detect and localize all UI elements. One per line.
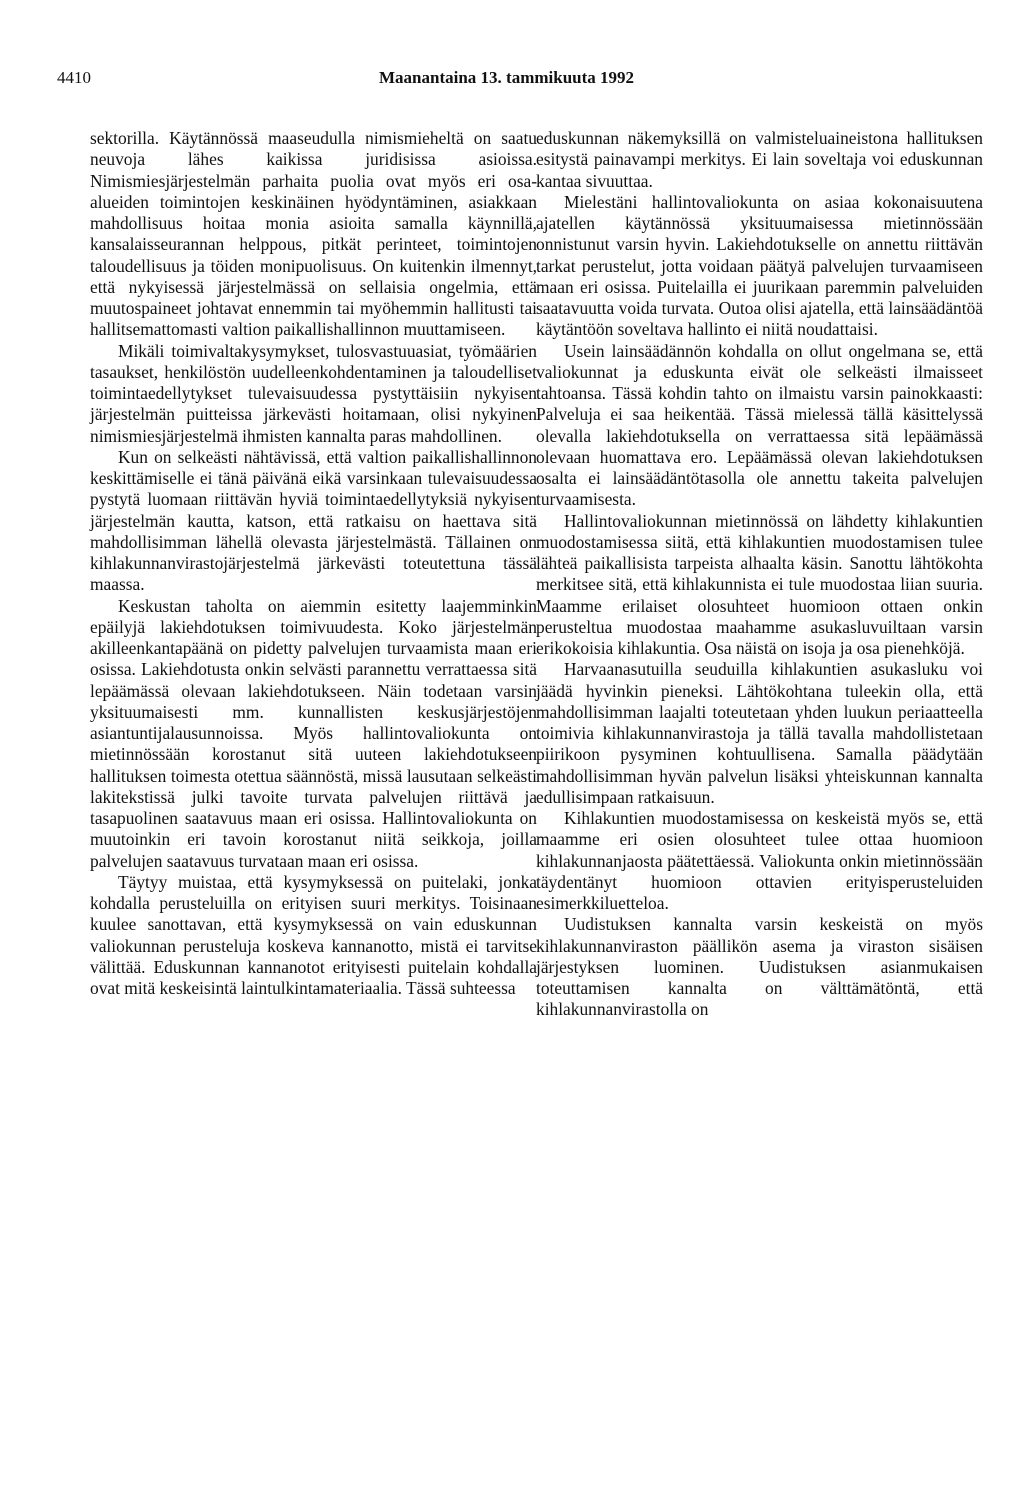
paragraph: Hallintovaliokunnan mietinnössä on lähdetty kihlakuntien muodostamisessa siitä, että kihlakuntien muodostamisen tulee lähteä paikallisista tarpeista alhaalta käsin. Sanottu lähtökohta merkitsee sitä, että kihlakunnista ei tule muodostaa liian suuria. Maamme erilaiset olosuhteet huomioon ottaen onkin perusteltua muodostaa maahamme asukasluvuiltaan varsin erikokoisia kihlakuntia. Osa näistä on isoja ja osa pienehköjä.	[536, 510, 983, 658]
paragraph: Harvaanasutuilla seuduilla kihlakuntien asukasluku voi jäädä hyvinkin pieneksi. Lähtökohtana tuleekin olla, että mahdollisimman laajalti toteutetaan yhden luukun periaatteella toimivia kihlakunnanvirastoja ja tällä tavalla mahdollistetaan piirikoon pysyminen kohtuullisena. Samalla päädytään mahdollisimman hyvän palvelun lisäksi yhteiskunnan kannalta edullisimpaan ratkaisuun.	[536, 659, 983, 807]
paragraph: Kihlakuntien muodostamisessa on keskeistä myös se, että maamme eri osien olosuhteet tulee ottaa huomioon kihlakunnanjaosta päätettäessä. Valiokunta onkin mietinnössään täydentänyt huomioon ottavien erityisperusteluiden esimerkkiluetteloa.	[536, 808, 983, 913]
right-column	[536, 128, 983, 1021]
page-number: 4410	[57, 68, 91, 87]
paragraph: Keskustan taholta on aiemmin esitetty laajemminkin epäilyjä lakiehdotuksen toimivuudesta. Koko järjestelmän akilleenkantapäänä on pidetty palvelujen turvaamista maan eri osissa. Lakiehdotusta onkin selvästi parannettu verrattaessa sitä lepäämässä olevaan lakiehdotukseen. Näin todetaan varsin yksituumaisesti mm. kunnallisten keskusjärjestöjen asiantuntijalausunnoissa. Myös hallintovaliokunta on mietinnössään korostanut sitä uuteen lakiehdotukseen hallituksen toimesta otettua säännöstä, missä lausutaan selkeästi lakitekstissä julki tavoite turvata palvelujen riittävä ja tasapuolinen saatavuus maan eri osissa. Hallintovaliokunta on muutoinkin eri tavoin korostanut niitä seikkoja, joilla palvelujen saatavuus turvataan maan eri osissa.	[90, 595, 537, 871]
paragraph: Usein lainsäädännön kohdalla on ollut ongelmana se, että valiokunnat ja eduskunta eivät ole selkeästi ilmaisseet tahtoansa. Tässä kohdin tahto on ilmaistu varsin painokkaasti: Palveluja ei saa heikentää. Tässä mielessä tällä käsittelyssä olevalla lakiehdotuksella on verrattaessa sitä lepäämässä olevaan huomattava ero. Lepäämässä olevan lakiehdotuksen osalta ei lainsäädäntötasolla ole annettu takeita palvelujen turvaamisesta.	[536, 340, 983, 510]
page-header	[57, 68, 967, 92]
paragraph: Uudistuksen kannalta varsin keskeistä on myös kihlakunnanviraston päällikön asema ja viraston sisäisen järjestyksen luominen. Uudistuksen asianmukaisen toteuttamisen kannalta on välttämätöntä, että kihlakunnanvirastolla on	[536, 914, 983, 1020]
paragraph: Kun on selkeästi nähtävissä, että valtion paikallishallinnon keskittämiselle ei tänä päivänä eikä varsinkaan tulevaisuudessa pystytä luomaan riittävän hyviä toimintaedellytyksiä nykyisen järjestelmän kautta, katson, että ratkaisu on haettava sitä mahdollisimman lähellä olevasta järjestelmästä. Tällainen on kihlakunnanvirastojärjestelmä järkevästi toteutettuna tässä maassa.	[90, 446, 537, 595]
paragraph: Täytyy muistaa, että kysymyksessä on puitelaki, jonka kohdalla perusteluilla on erityisen suuri merkitys. Toisinaan kuulee sanottavan, että kysymyksessä on vain eduskunnan valiokunnan perusteluja koskeva kannanotto, mistä ei tarvitse välittää. Eduskunnan kannanotot erityisesti puitelain kohdalla ovat mitä keskeisintä laintulkintamateriaalia. Tässä suhteessa	[90, 871, 537, 998]
paragraph: sektorilla. Käytännössä maaseudulla nimismieheltä on saatu neuvoja lähes kaikissa juridisissa asioissa. Nimismiesjärjestelmän parhaita puolia ovat myös eri osa-alueiden toimintojen keskinäinen hyödyntäminen, asiakkaan mahdollisuus hoitaa monia asioita samalla käynnillä, kansalaisseurannan helppous, pitkät perinteet, toimintojen taloudellisuus ja töiden monipuolisuus. On kuitenkin ilmennyt, että nykyisessä järjestelmässä on sellaisia ongelmia, että muutospaineet johtavat ennemmin tai myöhemmin hallitusti tai hallitsemattomasti valtion paikallishallinnon muuttamiseen.	[90, 128, 537, 340]
running-head: Maanantaina 13. tammikuuta 1992	[379, 68, 635, 87]
left-column	[90, 128, 537, 999]
paragraph: Mielestäni hallintovaliokunta on asiaa kokonaisuutena ajatellen käytännössä yksituumaisessa mietinnössään onnistunut varsin hyvin. Lakiehdotukselle on annettu riittävän tarkat perustelut, jotta voidaan päätyä palvelujen turvaamiseen maan eri osissa. Puitelailla ei juurikaan paremmin palveluiden saatavuutta voida turvata. Outoa olisi ajatella, että lainsäädäntöä käytäntöön soveltava hallinto ei niitä noudattaisi.	[536, 191, 983, 340]
paragraph: Mikäli toimivaltakysymykset, tulosvastuuasiat, työmäärien tasaukset, henkilöstön uudelleenkohdentaminen ja taloudelliset toimintaedellytykset tulevaisuudessa pystyttäisiin nykyisen järjestelmän puitteissa järkevästi hoitamaan, olisi nykyinen nimismiesjärjestelmä ihmisten kannalta paras mahdollinen.	[90, 340, 537, 446]
paragraph: eduskunnan näkemyksillä on valmisteluaineistona hallituksen esitystä painavampi merkitys. Ei lain soveltaja voi eduskunnan kantaa sivuuttaa.	[536, 128, 983, 191]
